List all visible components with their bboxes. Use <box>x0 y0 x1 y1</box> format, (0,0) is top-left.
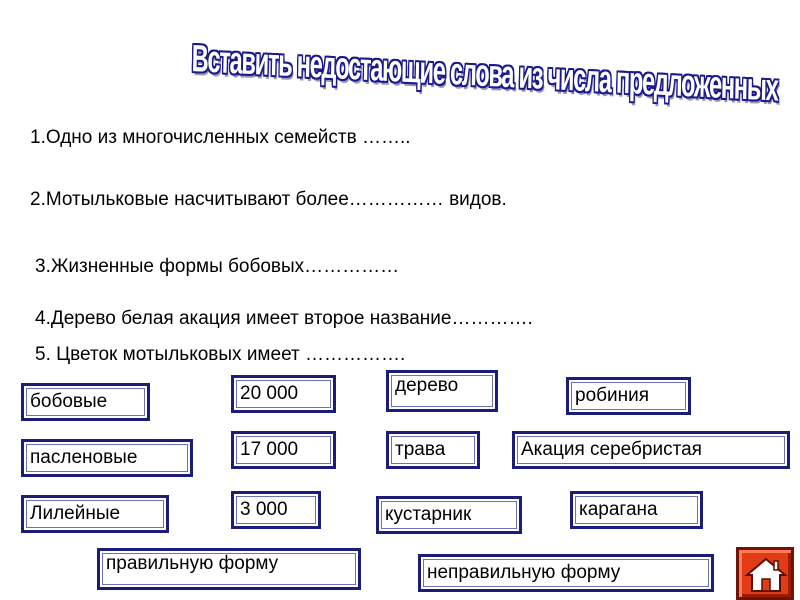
question-1: 1.Одно из многочисленных семейств …….. <box>30 127 411 148</box>
page-title: Вставить недостающие слова из числа предложенных <box>191 37 779 110</box>
option-card-akaciya[interactable]: Акация серебристая <box>512 431 790 469</box>
option-card-20000[interactable]: 20 000 <box>231 375 336 413</box>
option-card-karagana[interactable]: карагана <box>570 491 703 529</box>
option-card-bobovye[interactable]: бобовые <box>21 383 150 421</box>
option-card-nepravilnuyu-formu[interactable]: неправильную форму <box>418 554 714 592</box>
option-card-kustarnik[interactable]: кустарник <box>376 496 522 534</box>
question-3: 3.Жизненные формы бобовых…………… <box>35 256 400 277</box>
option-card-lileynye[interactable]: Лилейные <box>21 495 169 533</box>
option-card-trava[interactable]: трава <box>386 431 480 469</box>
question-2: 2.Мотыльковые насчитывают более…………… видов. <box>30 189 507 210</box>
option-card-17000[interactable]: 17 000 <box>231 431 336 469</box>
title-banner <box>70 37 779 110</box>
option-card-pravilnuyu-formu[interactable]: правильную форму <box>97 548 361 590</box>
option-card-derevo[interactable]: дерево <box>386 370 498 412</box>
question-5: 5. Цветок мотыльковых имеет ……………. <box>35 344 406 365</box>
option-card-paslenovye[interactable]: пасленовые <box>21 439 193 477</box>
question-4: 4.Дерево белая акация имеет второе название…………. <box>35 308 533 329</box>
home-button[interactable] <box>736 547 794 600</box>
home-icon <box>743 553 789 595</box>
option-card-3000[interactable]: 3 000 <box>231 491 321 529</box>
option-card-robiniya[interactable]: робиния <box>566 377 691 415</box>
